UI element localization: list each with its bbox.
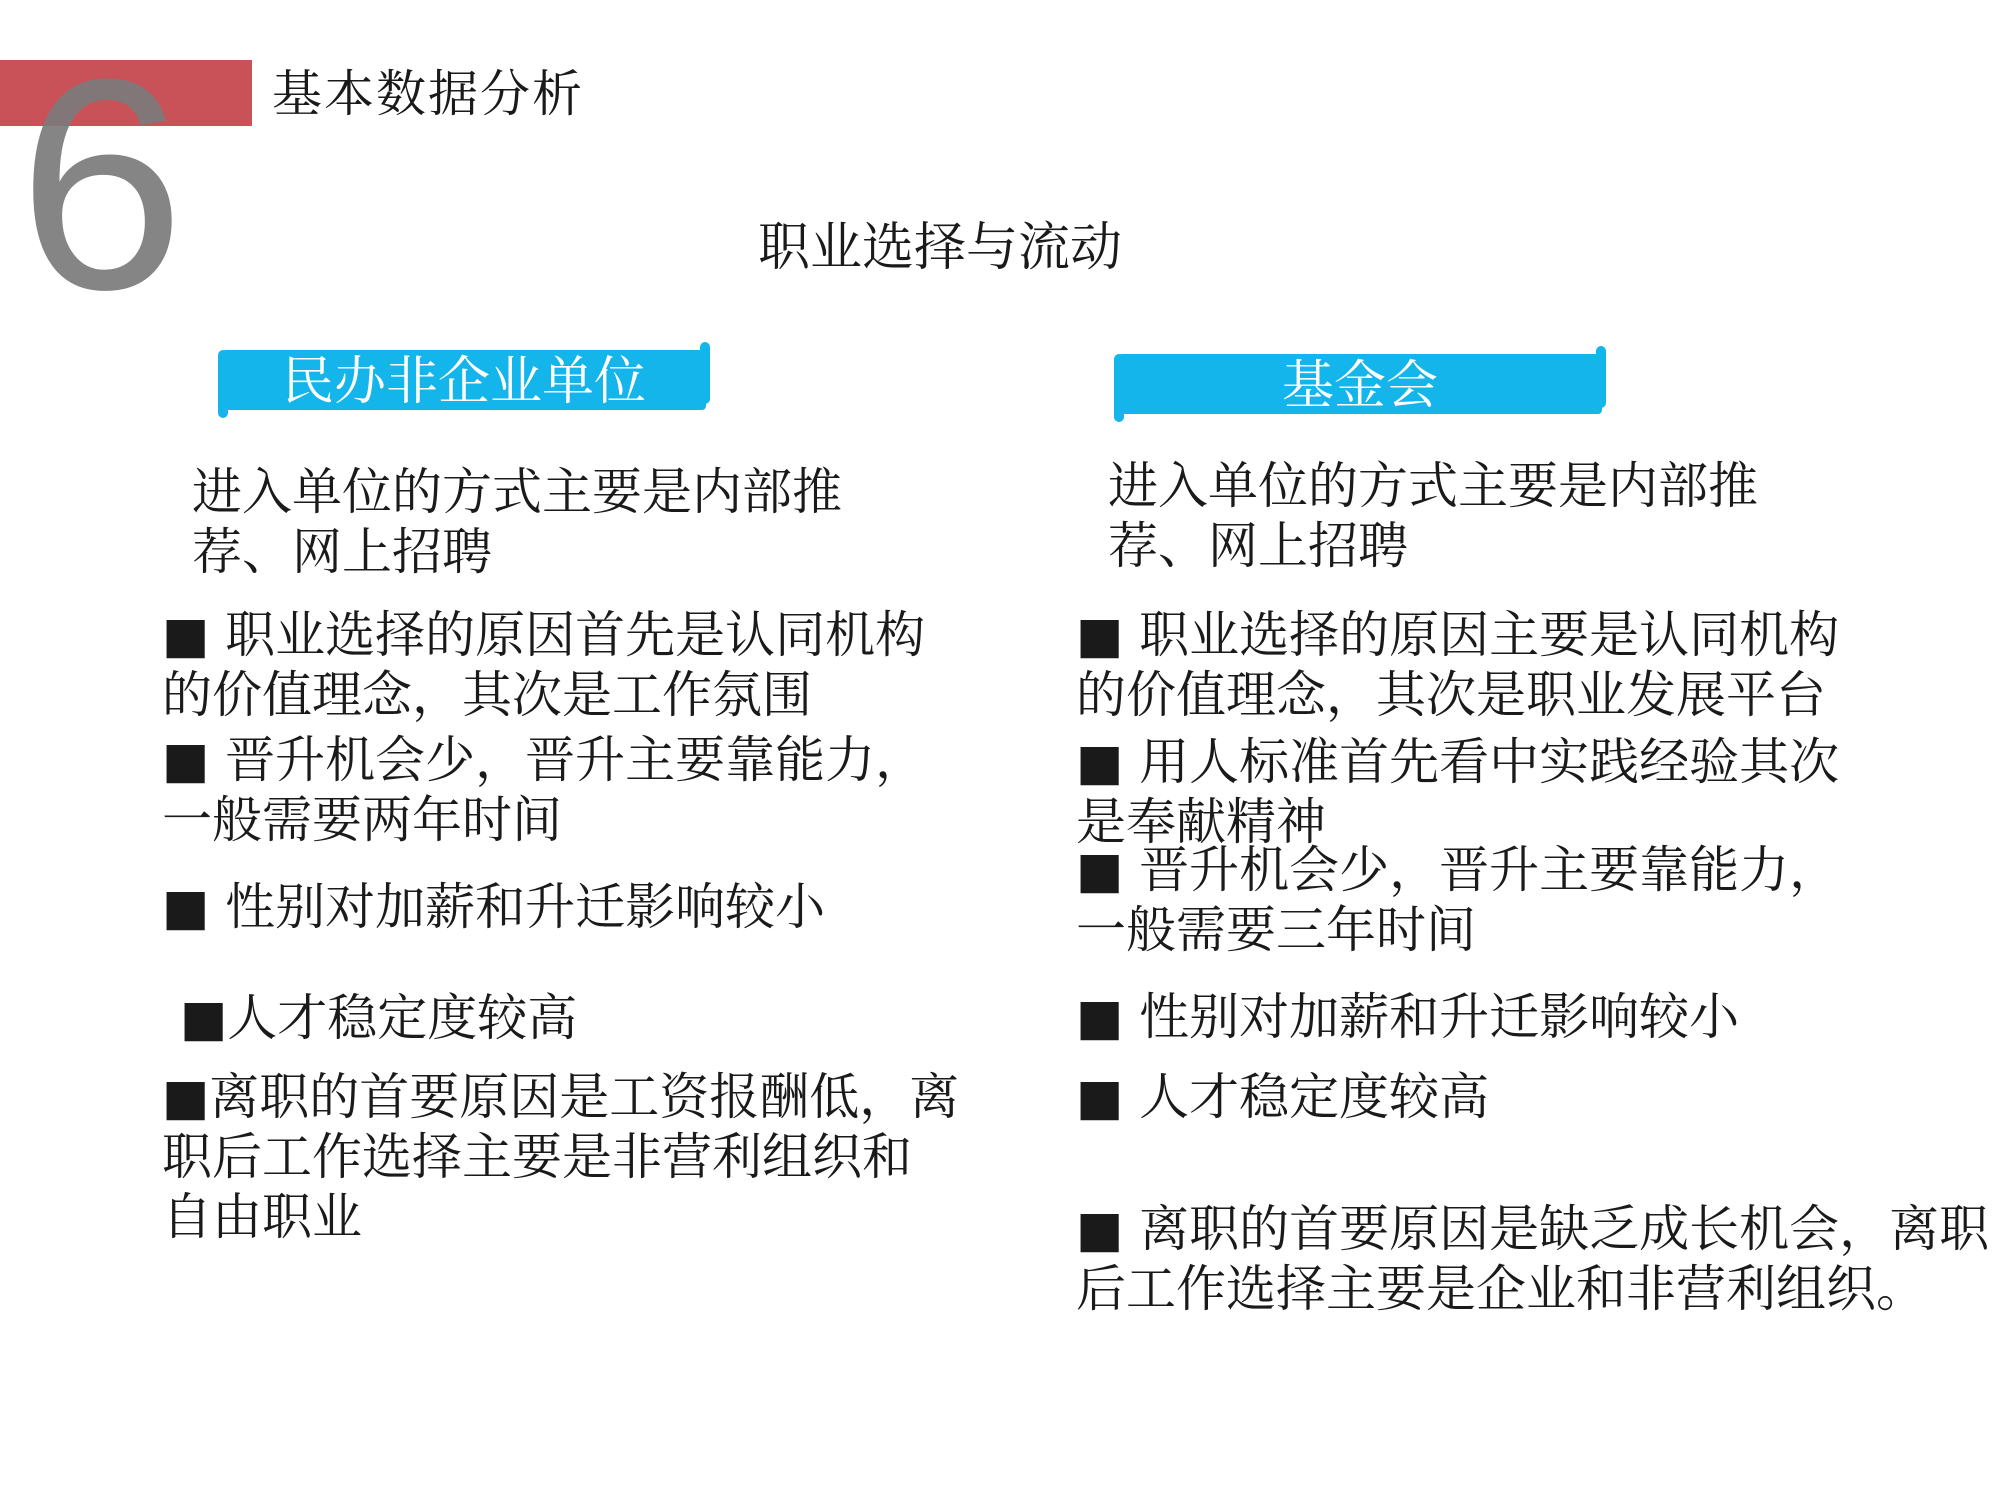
left-point-line: ■ 职业选择的原因首先是认同机构 bbox=[162, 606, 926, 664]
banner-right bbox=[1114, 346, 1606, 422]
right-point-line: ■ 用人标准首先看中实践经验其次 bbox=[1076, 733, 1840, 791]
left-point-leaving bbox=[162, 1067, 959, 1247]
right-point-reason bbox=[1076, 605, 1839, 725]
banner-left bbox=[218, 342, 710, 418]
right-point-gender: ■ 性别对加薪和升迁影响较小 bbox=[1076, 988, 1740, 1046]
left-point-line: ■离职的首要原因是工资报酬低，离 bbox=[162, 1068, 960, 1126]
right-point-line: 是奉献精神 bbox=[1076, 793, 1326, 851]
right-point-leaving bbox=[1076, 1199, 1989, 1319]
left-point-line: 的价值理念，其次是工作氛围 bbox=[162, 666, 812, 724]
left-point-stability: ■人才稳定度较高 bbox=[180, 989, 578, 1047]
right-intro-line: 荐、网上招聘 bbox=[1108, 517, 1408, 575]
left-intro-line: 荐、网上招聘 bbox=[192, 523, 492, 581]
right-point-promotion bbox=[1076, 840, 1839, 960]
left-intro bbox=[192, 462, 842, 582]
right-point-stability: ■ 人才稳定度较高 bbox=[1076, 1068, 1490, 1126]
right-point-line: 一般需要三年时间 bbox=[1076, 901, 1476, 959]
right-point-line: 后工作选择主要是企业和非营利组织。 bbox=[1076, 1260, 1926, 1318]
right-intro-line: 进入单位的方式主要是内部推 bbox=[1108, 457, 1758, 515]
left-point-line: 一般需要两年时间 bbox=[162, 791, 562, 849]
right-point-line: ■ 职业选择的原因主要是认同机构 bbox=[1076, 606, 1840, 664]
right-point-hiring bbox=[1076, 732, 1839, 852]
section-title: 基本数据分析 bbox=[272, 65, 584, 123]
slide-title: 职业选择与流动 bbox=[758, 218, 1123, 278]
left-point-reason bbox=[162, 605, 925, 725]
left-intro-line: 进入单位的方式主要是内部推 bbox=[192, 463, 842, 521]
left-point-line: 自由职业 bbox=[162, 1188, 362, 1246]
section-number: 6 bbox=[18, 16, 185, 352]
banner-right-label: 基金会 bbox=[1281, 356, 1438, 416]
left-point-promotion bbox=[162, 730, 925, 850]
left-point-line: 职后工作选择主要是非营利组织和 bbox=[162, 1128, 912, 1186]
right-point-line: ■ 离职的首要原因是缺乏成长机会，离职 bbox=[1076, 1200, 1990, 1258]
right-point-line: ■ 晋升机会少，晋升主要靠能力， bbox=[1076, 841, 1840, 899]
right-point-line: 的价值理念，其次是职业发展平台 bbox=[1076, 666, 1826, 724]
banner-left-label: 民办非企业单位 bbox=[281, 352, 646, 412]
left-point-gender: ■ 性别对加薪和升迁影响较小 bbox=[162, 878, 826, 936]
right-intro bbox=[1108, 456, 1758, 576]
left-point-line: ■ 晋升机会少，晋升主要靠能力， bbox=[162, 731, 926, 789]
